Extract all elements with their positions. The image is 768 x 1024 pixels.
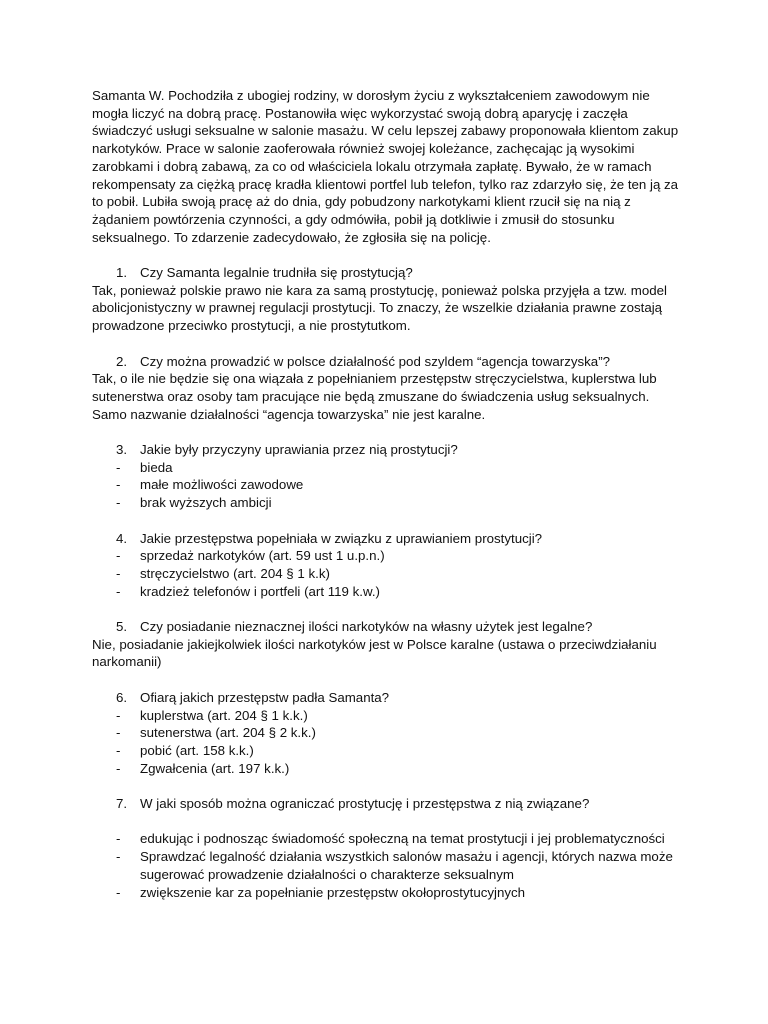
list-item bbox=[92, 707, 682, 725]
bullet-dash: - bbox=[116, 707, 121, 723]
list-item bbox=[92, 547, 682, 565]
answer-2: Tak, o ile nie będzie się ona wiązała z popełnianiem przestępstw stręczycielstwa, kuplerstwa lub sutenerstwa oraz osoby tam pracujące nie będą zmuszane do świadczenia usług seksualnych. Samo nazwanie działalności “agencja towarzyska” nie jest karalne. bbox=[92, 371, 657, 422]
question-block-3 bbox=[92, 441, 682, 512]
list-item-text: edukując i podnosząc świadomość społeczną na temat prostytucji i jej problematyczności bbox=[140, 831, 665, 847]
bullet-dash: - bbox=[116, 477, 121, 493]
question-block-1 bbox=[92, 264, 682, 335]
question-text: Czy posiadanie nieznacznej ilości narkotyków na własny użytek jest legalne? bbox=[140, 619, 593, 635]
answer-5: Nie, posiadanie jakiejkolwiek ilości narkotyków jest w Polsce karalne (ustawa o przeciwdziałaniu narkomanii) bbox=[92, 636, 657, 670]
question-6 bbox=[92, 689, 682, 707]
list-item-text: pobić (art. 158 k.k.) bbox=[140, 742, 254, 758]
bullet-dash: - bbox=[116, 725, 121, 741]
bullet-dash: - bbox=[116, 884, 121, 900]
document-page bbox=[92, 87, 682, 901]
question-block-6 bbox=[92, 689, 682, 778]
list-item-text: bieda bbox=[140, 459, 173, 475]
question-number: 6. bbox=[116, 689, 128, 705]
list-item bbox=[92, 459, 682, 477]
list-item-text: zwiększenie kar za popełnianie przestępstw okołoprostytucyjnych bbox=[140, 884, 526, 900]
question-text: Jakie były przyczyny uprawiania przez nią prostytucji? bbox=[140, 442, 458, 458]
bullet-dash: - bbox=[116, 849, 121, 865]
question-number: 5. bbox=[116, 619, 128, 635]
list-item-text: kuplerstwa (art. 204 § 1 k.k.) bbox=[140, 707, 308, 723]
question-number: 1. bbox=[116, 265, 128, 281]
bullet-dash: - bbox=[116, 548, 121, 564]
question-number: 3. bbox=[116, 442, 128, 458]
list-item bbox=[92, 565, 682, 583]
question-5 bbox=[92, 618, 682, 636]
list-item bbox=[92, 742, 682, 760]
question-number: 7. bbox=[116, 796, 128, 812]
bullet-dash: - bbox=[116, 565, 121, 581]
question-text: Czy Samanta legalnie trudniła się prostytucją? bbox=[140, 265, 413, 281]
list-item-text: brak wyższych ambicji bbox=[140, 495, 272, 511]
bullet-dash: - bbox=[116, 459, 121, 475]
list-item-text: sprzedaż narkotyków (art. 59 ust 1 u.p.n.) bbox=[140, 548, 385, 564]
list-item-text: Zgwałcenia (art. 197 k.k.) bbox=[140, 760, 290, 776]
bullet-dash: - bbox=[116, 831, 121, 847]
question-number: 4. bbox=[116, 530, 128, 546]
question-7 bbox=[92, 795, 682, 813]
question-text: Ofiarą jakich przestępstw padła Samanta? bbox=[140, 689, 390, 705]
question-block-7 bbox=[92, 795, 682, 901]
question-text: W jaki sposób można ograniczać prostytucję i przestępstwa z nią związane? bbox=[140, 796, 590, 812]
answer-1: Tak, ponieważ polskie prawo nie kara za samą prostytucję, ponieważ polska przyjęła a tzw. model abolicjonistyczny w prawnej regulacji prostytucji. To znaczy, że wszelkie działania prawne zostają prowadzone przeciwko prostytucji, a nie prostytutkom. bbox=[92, 282, 668, 334]
bullet-dash: - bbox=[116, 742, 121, 758]
list-item bbox=[92, 830, 682, 848]
bullet-dash: - bbox=[116, 495, 121, 511]
question-text: Jakie przestępstwa popełniała w związku z uprawianiem prostytucji? bbox=[140, 530, 543, 546]
question-1 bbox=[92, 264, 682, 282]
list-item bbox=[92, 848, 682, 883]
list-item bbox=[92, 760, 682, 778]
list-item-text: sutenerstwa (art. 204 § 2 k.k.) bbox=[140, 725, 316, 741]
question-text: Czy można prowadzić w polsce działalność pod szyldem “agencja towarzyska”? bbox=[140, 353, 611, 369]
list-item bbox=[92, 724, 682, 742]
list-item-text: małe możliwości zawodowe bbox=[140, 477, 304, 493]
list-item bbox=[92, 884, 682, 902]
list-item bbox=[92, 476, 682, 494]
question-4 bbox=[92, 530, 682, 548]
list-item-text: Sprawdzać legalność działania wszystkich salonów masażu i agencji, których nazwa może sugerować prowadzenie działalności o charakterze seksualnym bbox=[140, 849, 673, 882]
case-description: Samanta W. Pochodziła z ubogiej rodziny, w dorosłym życiu z wykształceniem zawodowym nie mogła liczyć na dobrą pracę. Postanowiła więc wykorzystać swoją dobrą aparycję i zaczęła świadczyć usługi seksualne w salonie masażu. W celu lepszej zabawy proponowała klientom zakup narkotyków. Prace w salonie zaoferowała również swojej koleżance, zachęcając ją wysokimi zarobkami i dobrą zabawą, za co od właściciela lokalu otrzymała zapłatę. Bywało, że w ramach rekompensaty za ciężką pracę kradła klientowi portfel lub telefon, tylko raz zdarzyło się, że ten ją za to pobił. Lubiła swoją pracę aż do dnia, gdy pobudzony narkotykami klient rzucił się na nią z żądaniem powtórzenia czynności, a gdy odmówiła, pobił ją dotkliwie i zmusił do stosunku seksualnego. To zdarzenie zadecydowało, że zgłosiła się na policję. bbox=[92, 88, 679, 245]
question-2 bbox=[92, 353, 682, 371]
list-item-text: kradzież telefonów i portfeli (art 119 k.w.) bbox=[140, 583, 380, 599]
question-block-2 bbox=[92, 353, 682, 424]
question-block-4 bbox=[92, 530, 682, 601]
question-number: 2. bbox=[116, 353, 128, 369]
bullet-dash: - bbox=[116, 760, 121, 776]
question-block-5 bbox=[92, 618, 682, 671]
question-3 bbox=[92, 441, 682, 459]
bullet-dash: - bbox=[116, 583, 121, 599]
list-item-text: stręczycielstwo (art. 204 § 1 k.k) bbox=[140, 565, 330, 581]
list-item bbox=[92, 583, 682, 601]
list-item bbox=[92, 494, 682, 512]
